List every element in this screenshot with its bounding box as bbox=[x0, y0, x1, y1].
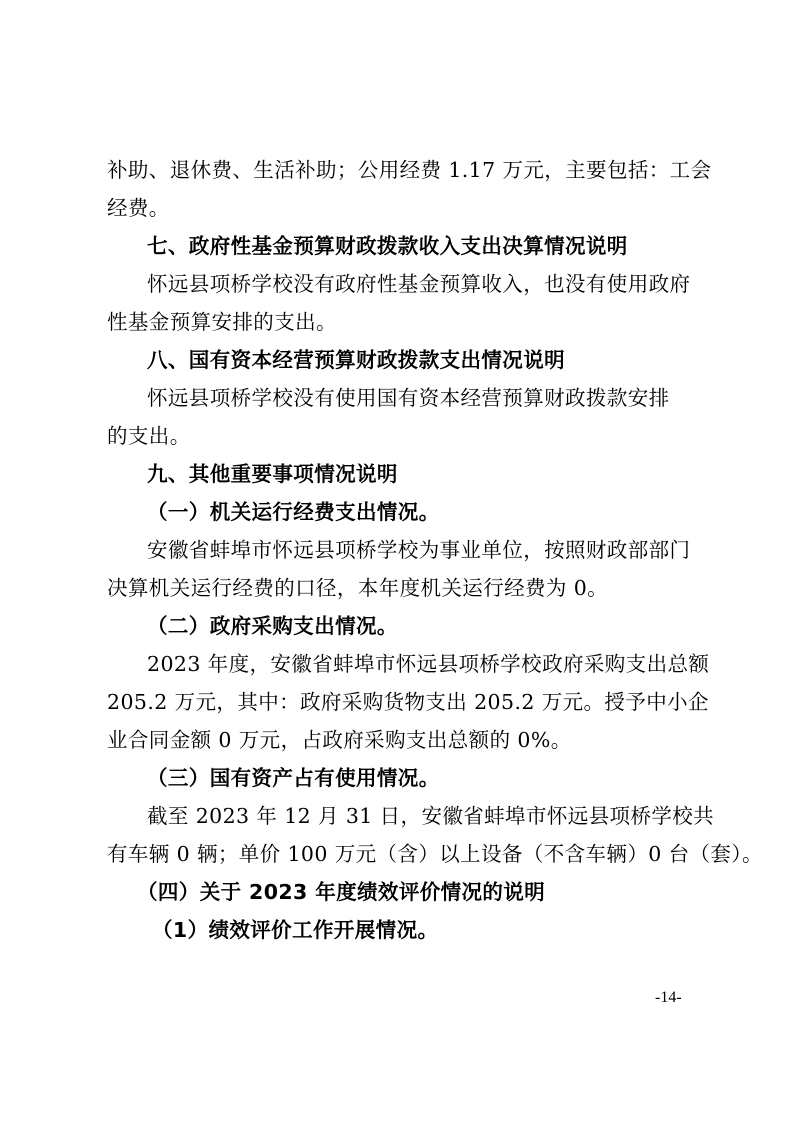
subsection-heading-2: （二）政府采购支出情况。 bbox=[147, 614, 398, 638]
subsection-heading-4: （四）关于 2023 年度绩效评价情况的说明 bbox=[137, 880, 546, 904]
page-number: -14- bbox=[655, 989, 682, 1006]
body-text-line: 决算机关运行经费的口径，本年度机关运行经费为 0。 bbox=[107, 576, 609, 600]
body-text-line: 205.2 万元，其中：政府采购货物支出 205.2 万元。授予中小企 bbox=[107, 690, 709, 714]
body-text-line: 的支出。 bbox=[107, 424, 191, 448]
subsection-heading-3: （三）国有资产占有使用情况。 bbox=[147, 766, 440, 790]
body-text-line: 安徽省蚌埠市怀远县项桥学校为事业单位，按照财政部部门 bbox=[147, 538, 691, 562]
body-text-line: 经费。 bbox=[107, 196, 170, 220]
body-text-line: 2023 年度，安徽省蚌埠市怀远县项桥学校政府采购支出总额 bbox=[147, 652, 710, 676]
item-heading-1: （1）绩效评价工作开展情况。 bbox=[152, 918, 439, 942]
section-heading-7: 七、政府性基金预算财政拨款收入支出决算情况说明 bbox=[147, 234, 628, 258]
body-text-line: 怀远县项桥学校没有政府性基金预算收入，也没有使用政府 bbox=[147, 272, 691, 296]
body-text-line: 有车辆 0 辆；单价 100 万元（含）以上设备（不含车辆）0 台（套）。 bbox=[107, 842, 763, 866]
body-text-line: 截至 2023 年 12 月 31 日，安徽省蚌埠市怀远县项桥学校共 bbox=[147, 804, 715, 828]
body-text-line: 怀远县项桥学校没有使用国有资本经营预算财政拨款安排 bbox=[147, 386, 670, 410]
body-text-line: 业合同金额 0 万元，占政府采购支出总额的 0%。 bbox=[107, 728, 572, 752]
subsection-heading-1: （一）机关运行经费支出情况。 bbox=[147, 500, 440, 524]
body-text-line: 性基金预算安排的支出。 bbox=[107, 310, 337, 334]
section-heading-8: 八、国有资本经营预算财政拨款支出情况说明 bbox=[147, 348, 565, 372]
section-heading-9: 九、其他重要事项情况说明 bbox=[147, 462, 398, 486]
body-text-line: 补助、退休费、生活补助；公用经费 1.17 万元，主要包括：工会 bbox=[107, 158, 712, 182]
